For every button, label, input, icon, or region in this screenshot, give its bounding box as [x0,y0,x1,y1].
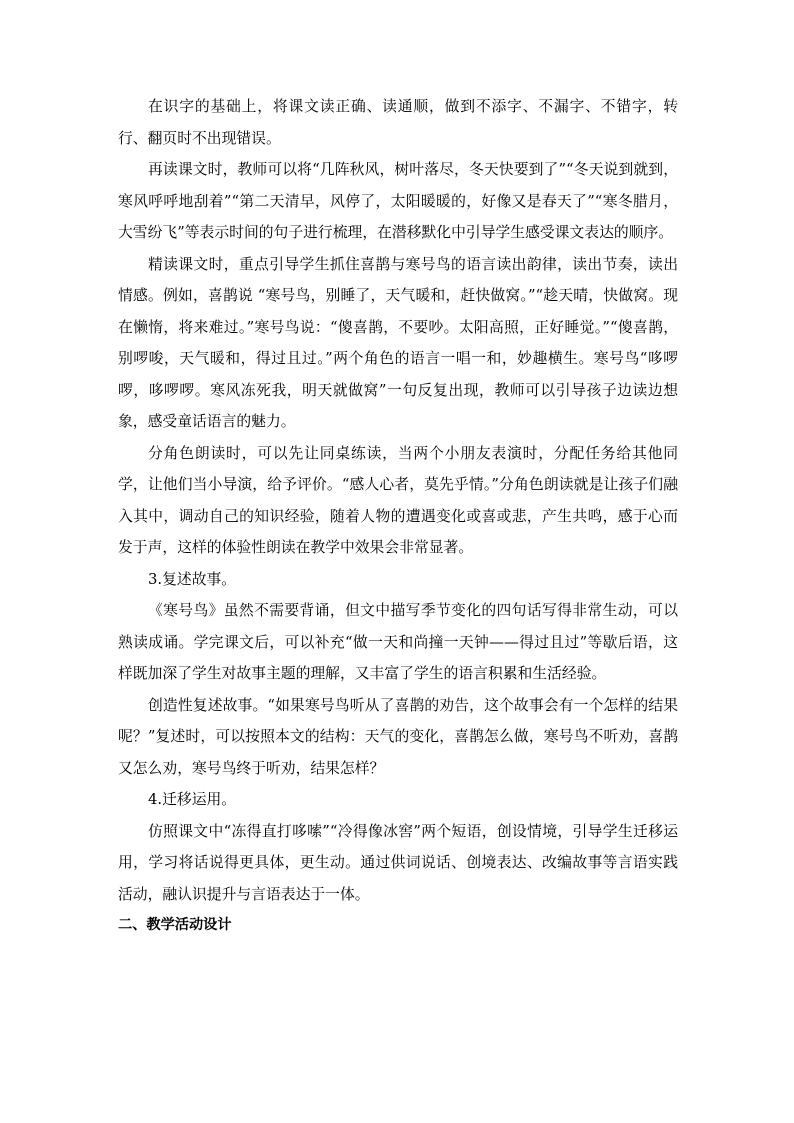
paragraph-reading-accuracy: 在识字的基础上，将课文读正确、读通顺，做到不添字、不漏字、不错字，转行、翻页时不出现错误。 [118,98,678,147]
paragraph-close-reading: 精读课文时，重点引导学生抓住喜鹊与寒号鸟的语言读出韵律，读出节奏，读出情感。例如，喜鹊说 “寒号鸟，别睡了，天气暖和，赶快做窝。”“趁天晴，快做窝。现在懒惰，将来难过。”寒号鸟说：“傻喜鹊，不要吵。太阳高照，正好睡觉。”“傻喜鹊，别啰唆，天气暖和，得过且过。”两个角色的语言一唱一和，妙趣横生。寒号鸟“哆啰啰，哆啰啰。寒风冻死我，明天就做窝”一句反复出现，教师可以引导孩子边读边想象，感受童话语言的魅力。 [118,255,678,430]
subheading-retell-story: 3.复述故事。 [148,570,237,588]
paragraph-creative-retelling: 创造性复述故事。“如果寒号鸟听从了喜鹊的劝告，这个故事会有一个怎样的结果呢？”复述时，可以按照本文的结构：天气的变化，喜鹊怎么做，寒号鸟不听劝，喜鹊又怎么劝，寒号鸟终于听劝，结果怎样？ [118,696,678,777]
subheading-transfer-application: 4.迁移运用。 [148,791,237,808]
document-page [118,91,678,942]
paragraph-role-reading: 分角色朗读时，可以先让同桌练读，当两个小朋友表演时，分配任务给其他同学，让他们当小导演，给予评价。“感人心者，莫先乎情。”分角色朗读就是让孩子们融入其中，调动自己的知识经验，随着人物的遭遇变化或喜或悲，产生共鸣，感于心而发于声，这样的体验性朗读在教学中效果会非常显著。 [118,444,678,556]
section-heading: 二、教学活动设计 [118,917,232,933]
paragraph-reread-time-sentences: 再读课文时，教师可以将“几阵秋风，树叶落尽，冬天快要到了”“冬天说到就到，寒风呼呼地刮着”“第二天清早，风停了，太阳暖暖的，好像又是春天了”“寒冬腊月，大雪纷飞”等表示时间的句子进行梳理，在潜移默化中引导学生感受课文表达的顺序。 [118,161,678,241]
paragraph-transfer-practice: 仿照课文中“冻得直打哆嗦”“冷得像冰窖”两个短语，创设情境，引导学生迁移运用，学习将话说得更具体，更生动。通过供词说话、创境表达、改编故事等言语实践活动，融认识提升与言语表达于一体。 [118,822,678,903]
paragraph-memorize-recite: 《寒号鸟》虽然不需要背诵，但文中描写季节变化的四句话写得非常生动，可以熟读成诵。学完课文后，可以补充“做一天和尚撞一天钟——得过且过”等歇后语，这样既加深了学生对故事主题的理解，又丰富了学生的语言积累和生活经验。 [118,602,678,682]
